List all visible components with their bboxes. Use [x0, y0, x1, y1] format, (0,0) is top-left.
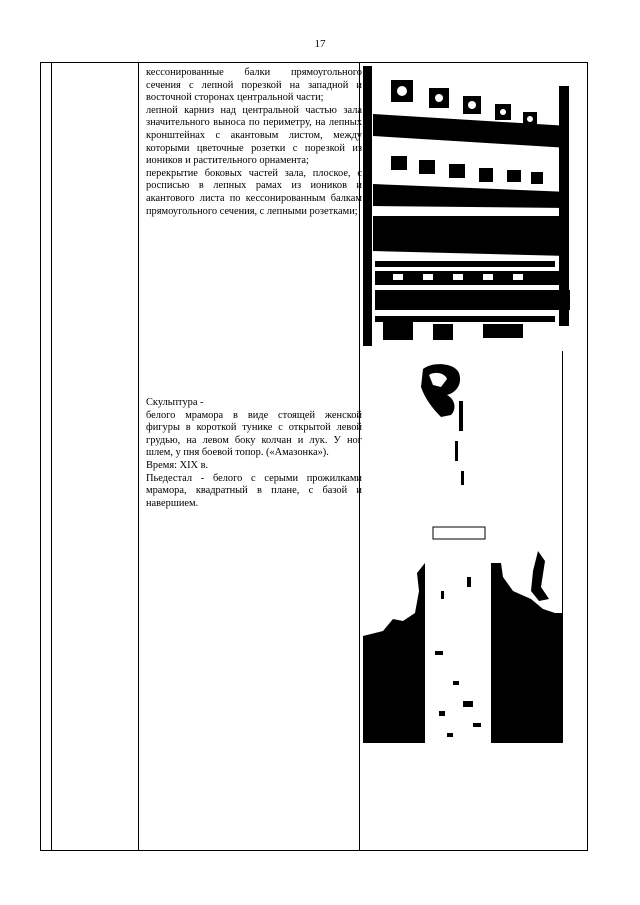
description-paragraph: белого мрамора в виде стоящей женской фигуры в короткой тунике с открытой левой грудью, на левом боку колчан и лук. У ног шлем, у пня боевой топор. («Амазонка»).: [146, 409, 362, 459]
description-block-sculpture: [146, 397, 362, 510]
column-divider: [138, 63, 139, 850]
page-number: 17: [314, 38, 326, 50]
table: [40, 62, 588, 851]
description-paragraph: кессонированные балки прямоугольного сечения с лепной порезкой на западной и восточной сторонах центральной части;: [146, 67, 362, 104]
description-paragraph: лепной карниз над центральной частью зала значительного выноса по периметру, на лепных кронштейнах с акантовым листом, между которыми цветочные розетки с порезкой из иоников и растительного орнамента;: [146, 104, 362, 167]
photo-sculpture: [363, 351, 563, 743]
photo-ceiling: [363, 66, 582, 346]
description-paragraph: перекрытие боковых частей зала, плоское, с росписью в лепных рамах из иоников и акантового листа по кессонированным балкам прямоугольного сечения, с лепными розетками;: [146, 167, 362, 217]
sculpture-heading: Скульптура -: [146, 397, 204, 408]
description-paragraph: Пьедестал - белого с серыми прожилками мрамора, квадратный в плане, с базой и навершием.: [146, 472, 362, 509]
description-block-ceiling: [146, 67, 362, 218]
column-divider: [51, 63, 52, 850]
sculpture-date: Время: XIX в.: [146, 459, 209, 471]
